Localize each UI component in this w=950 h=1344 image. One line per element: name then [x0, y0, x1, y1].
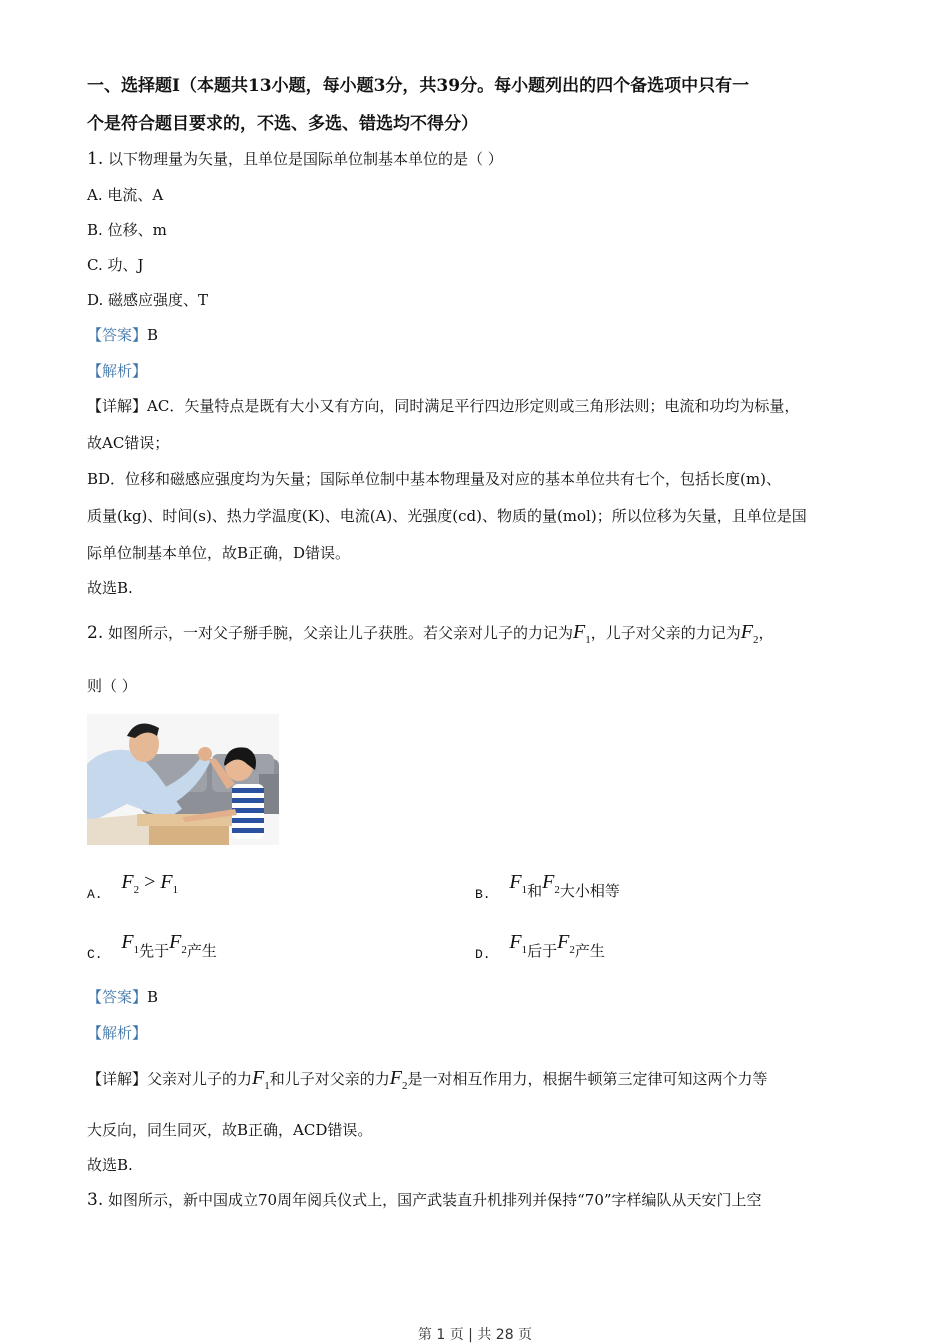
q2-detail-line-2: 大反向，同生同灭，故B正确，ACD错误。	[87, 1121, 373, 1139]
q2-detail-line-1: 【详解】父亲对儿子的力$F_1$和儿子对父亲的力$F_2$是一对相互作用力，根据牛顿第三定律可知这两个力等	[87, 1067, 768, 1092]
q1-analysis-label: 【解析】	[87, 362, 148, 380]
math-f2: $F_2$	[557, 931, 575, 956]
q1-option-a: A. 电流、A	[87, 186, 164, 204]
math-f2: $F_2$	[542, 871, 560, 896]
arm-wrestling-photo	[87, 714, 279, 845]
math-f2: $F_2$	[389, 1067, 408, 1092]
math-f1: $F_1$	[121, 931, 140, 956]
answer-value: B	[147, 326, 159, 344]
q1-option-b: B. 位移、m	[87, 221, 167, 239]
math-f1: $F_1$	[252, 1067, 270, 1092]
question-number: 2.	[87, 623, 104, 643]
math-f1: $F_1$	[509, 871, 528, 896]
question-2-stem-line-2: 则（ ）	[87, 677, 137, 695]
q2-analysis-label: 【解析】	[87, 1024, 148, 1042]
question-2-stem: 2. 如图所示，一对父子掰手腕，父亲让儿子获胜。若父亲对儿子的力记为$F_1$，儿子对父亲的力记为$F_2$，	[87, 621, 774, 646]
q2-conclusion: 故选B.	[87, 1156, 133, 1174]
q1-detail-line-4: 质量(kg)、时间(s)、热力学温度(K)、电流(A)、光强度(cd)、物质的量(mol)；所以位移为矢量，且单位是国	[87, 507, 807, 525]
math-f1: $F_1$	[509, 931, 528, 956]
q2-option-b: B. $F_1$和$F_2$大小相等	[475, 871, 620, 902]
math-f1: $F_1$	[573, 621, 591, 646]
answer-value: B	[147, 988, 159, 1006]
math-f2: $F_2$	[169, 931, 187, 956]
q1-detail-line-5: 际单位制基本单位，故B正确，D错误。	[87, 544, 351, 562]
math-f2: $F_2$	[740, 621, 759, 646]
q2-answer	[87, 987, 158, 1007]
answer-label: 【答案】	[87, 326, 148, 344]
q1-option-c: C. 功、J	[87, 256, 144, 274]
question-number: 3.	[87, 1190, 104, 1210]
q1-answer	[87, 325, 158, 345]
question-text: 以下物理量为矢量，且单位是国际单位制基本单位的是（ ）	[108, 150, 503, 168]
page-footer: 第 1 页 | 共 28 页	[417, 1327, 533, 1343]
q2-option-c: C. $F_1$先于$F_2$产生	[87, 931, 217, 962]
q1-detail-line-2: 故AC错误；	[87, 434, 170, 452]
section-title-line-2: 个是符合题目要求的，不选、多选、错选均不得分）	[87, 114, 478, 134]
question-number: 1.	[87, 149, 104, 169]
detail-label: 【详解】	[87, 397, 148, 415]
q1-detail-line-1: 【详解】AC．矢量特点是既有大小又有方向，同时满足平行四边形定则或三角形法则；电流和功均为标量，	[87, 397, 800, 415]
section-title-line-1: 一、选择题Ⅰ（本题共13小题，每小题3分，共39分。每小题列出的四个备选项中只有一	[87, 76, 750, 96]
q1-detail-line-3: BD．位移和磁感应强度均为矢量；国际单位制中基本物理量及对应的基本单位共有七个，包括长度(m)、	[87, 470, 781, 488]
q1-option-d: D. 磁感应强度、T	[87, 291, 209, 309]
question-3-stem: 3. 如图所示，新中国成立70周年阅兵仪式上，国产武装直升机排列并保持“70”字样编队从天安门上空	[87, 1190, 762, 1210]
q2-option-d: D. $F_1$后于$F_2$产生	[475, 931, 605, 962]
q2-option-a: A. $F_2 > F_1$	[87, 871, 179, 902]
answer-label: 【答案】	[87, 988, 148, 1006]
question-1-stem	[87, 149, 503, 169]
math-f2-gt-f1: $F_2 > F_1$	[121, 871, 179, 896]
detail-label: 【详解】	[87, 1070, 148, 1088]
q1-conclusion: 故选B.	[87, 579, 133, 597]
